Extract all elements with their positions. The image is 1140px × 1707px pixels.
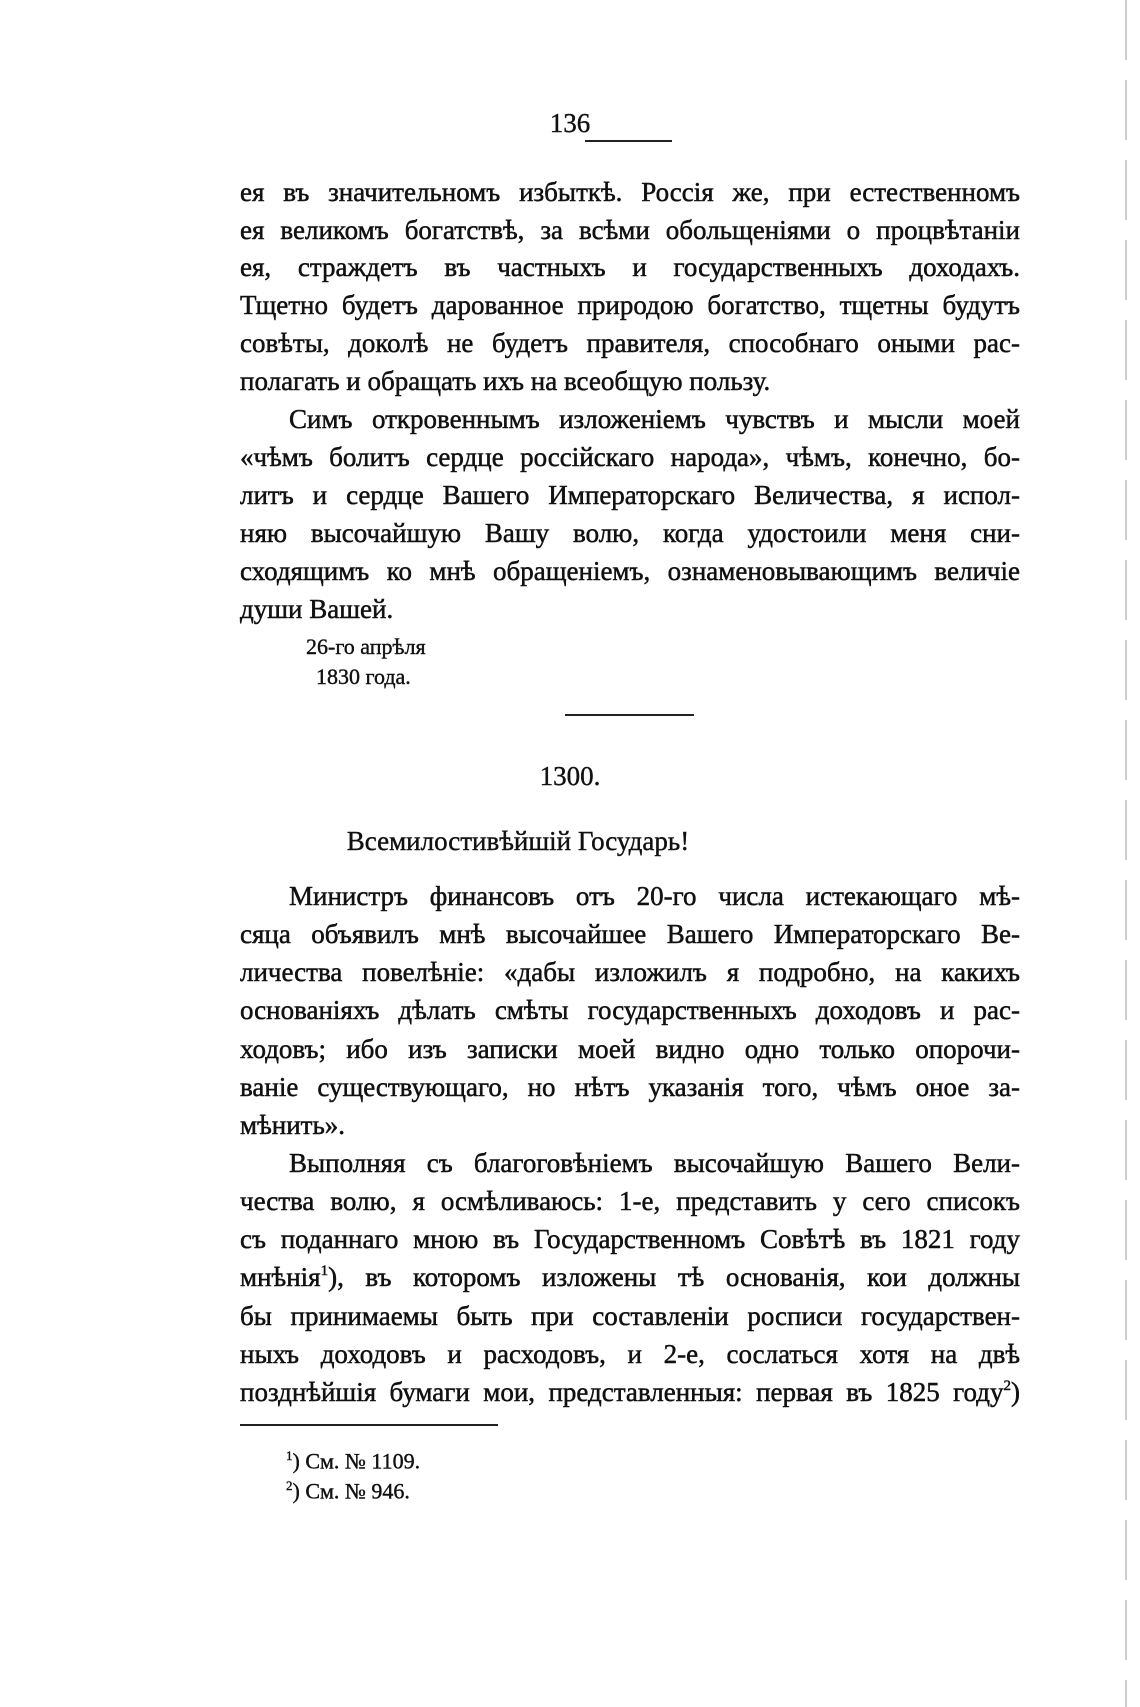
page-number: 136 bbox=[549, 108, 591, 138]
text-line: мѣнить». bbox=[240, 1110, 346, 1140]
text-line: бы принимаемы быть при составленіи росписи государствен- bbox=[240, 1301, 1020, 1331]
text-line: мнѣнія$^1$), въ которомъ изложены тѣ основанія, кои должны bbox=[240, 1262, 1020, 1292]
text-line: сходящимъ ко мнѣ обращеніемъ, ознаменовывающимъ величіе bbox=[240, 556, 1020, 586]
page-number-underline bbox=[585, 140, 672, 142]
text-line: чества волю, я осмѣливаюсь: 1-е, представить у сего списокъ bbox=[240, 1186, 1020, 1216]
footnote-reference: 2 bbox=[1003, 1378, 1011, 1394]
footnote-text: ) См. № 1109. bbox=[292, 1448, 421, 1474]
date-line-1: 26-го апрѣля bbox=[306, 634, 426, 659]
footnote-2 bbox=[286, 1471, 410, 1506]
text-line: Симъ откровеннымъ изложеніемъ чувствъ и мысли моей bbox=[289, 404, 1020, 434]
text-line: сяца объявилъ мнѣ высочайшее Вашего Императорскаго Ве- bbox=[240, 919, 1020, 949]
footnote-divider bbox=[240, 1424, 498, 1426]
text-line: литъ и сердце Вашего Императорскаго Величества, я испол- bbox=[240, 480, 1020, 510]
text-line: ходовъ; ибо изъ записки моей видно одно только опорочи- bbox=[240, 1034, 1020, 1064]
section-divider bbox=[565, 714, 694, 716]
footnote-mark: 1 bbox=[286, 1448, 293, 1463]
text-line: ея въ значительномъ избыткѣ. Россія же, при естественномъ bbox=[240, 177, 1020, 207]
text-line: ныхъ доходовъ и расходовъ, и 2-е, сослаться хотя на двѣ bbox=[240, 1339, 1020, 1369]
text-line: основаніяхъ дѣлать смѣты государственныхъ доходовъ и рас- bbox=[240, 995, 1020, 1025]
text-line: няю высочайшую Вашу волю, когда удостоили меня сни- bbox=[240, 518, 1020, 548]
scan-margin-line bbox=[1125, 0, 1127, 1707]
text-line: полагать и обращать ихъ на всеобщую пользу. bbox=[240, 366, 771, 396]
footnote-mark: 2 bbox=[286, 1478, 293, 1493]
text-line: ея великомъ богатствѣ, за всѣми обольщеніями о процвѣтаніи bbox=[240, 215, 1020, 245]
text-line: ея, страждетъ въ частныхъ и государственныхъ доходахъ. bbox=[240, 252, 1020, 282]
text-line: личества повелѣніе: «дабы изложилъ я подробно, на какихъ bbox=[240, 957, 1020, 987]
footnote-text: ) См. № 946. bbox=[292, 1478, 410, 1504]
text-line: «чѣмъ болитъ сердце россійскаго народа», чѣмъ, конечно, бо- bbox=[240, 442, 1020, 472]
text-line: души Вашей. bbox=[240, 594, 394, 624]
date-line-2: 1830 года. bbox=[316, 664, 411, 689]
text-line: съ поданнаго мною въ Государственномъ Совѣтѣ въ 1821 году bbox=[240, 1224, 1020, 1254]
text-line: Выполняя съ благоговѣніемъ высочайшую Вашего Вели- bbox=[289, 1148, 1020, 1178]
text-line: ваніе существующаго, но нѣтъ указанія того, чѣмъ оное за- bbox=[240, 1072, 1020, 1102]
salutation: Всемилостивѣйшій Государь! bbox=[346, 826, 690, 856]
text-line: Тщетно будетъ дарованное природою богатство, тщетны будутъ bbox=[240, 290, 1020, 320]
text-line: позднѣйшія бумаги мои, представленныя: первая въ 1825 году$^2$) bbox=[240, 1377, 1020, 1407]
document-number: 1300. bbox=[539, 761, 601, 791]
text-line: совѣты, доколѣ не будетъ правителя, способнаго оными рас- bbox=[240, 328, 1020, 358]
footnote-reference: 1 bbox=[320, 1263, 329, 1279]
text-line: Министръ финансовъ отъ 20-го числа истекающаго мѣ- bbox=[289, 881, 1020, 911]
